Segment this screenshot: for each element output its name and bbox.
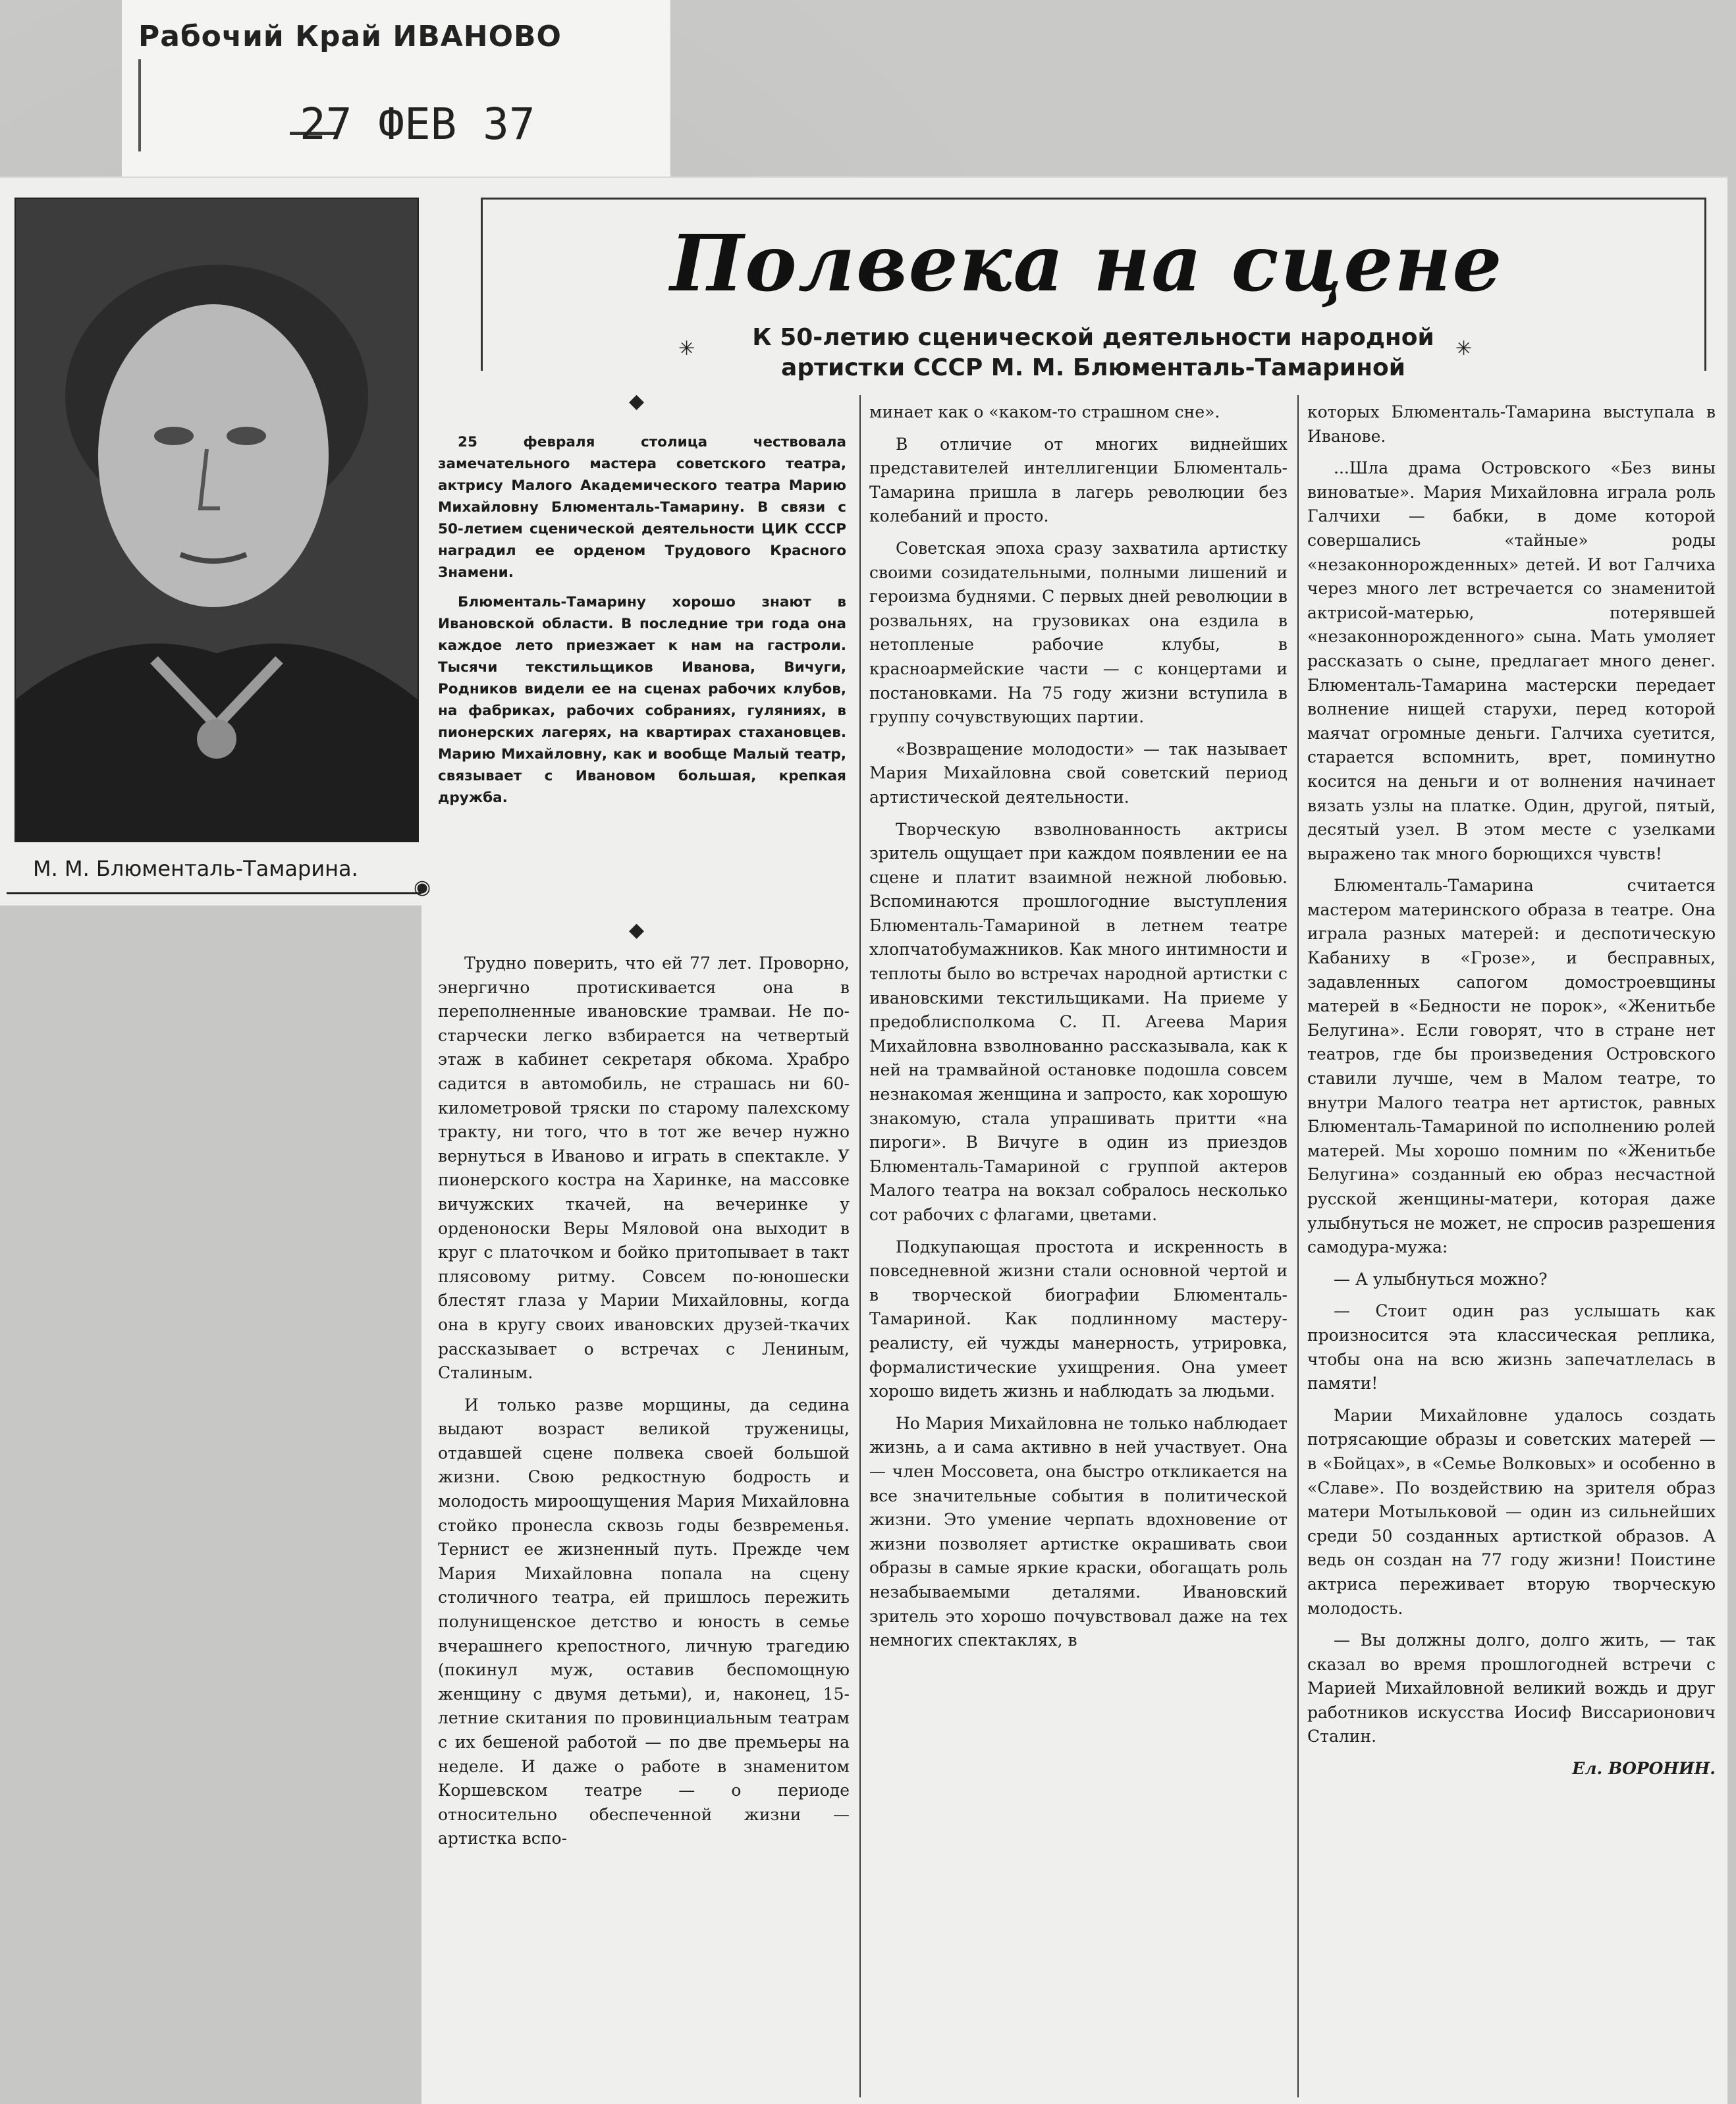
body-paragraph: — А улыбнуться можно? [1334,1269,1548,1289]
lead-paragraph: Блюменталь-Тамарину хорошо знают в Ивановской области. В последние три года она каждое лето приезжает к нам на гастроли. Тысячи текстильщиков Иванова, Вичуги, Родников видели ее на сценах рабочих клубов, на фабриках, рабочих собраниях, гуляниях, в пионерских лагерях, на квартирах стахановцев. Марию Михайловну, как и вообще Малый театр, связывает с Ивановом большая, крепкая дружба. [438,594,846,806]
subtitle-line-2: артистки СССР М. М. Блюменталь-Тамариной [781,354,1405,381]
body-paragraph: Творческую взволнованность актрисы зритель ощущает при каждом появлении ее на сцене и платит взаимной нежной любовью. Вспоминаются прошлогодние выступления Блюменталь-Тамариной в летнем театре хлопчатобумажников. Как много интимности и теплоты было во встречах народной артистки с ивановскими текстильщиками. На приеме у предоблисполкома С. П. Агеева Мария Михайловна взволнованно рассказывала, как к ней на трамвайной остановке подошла совсем незнакомая женщина и запросто, как хорошую знакомую, стала упрашивать притти «на пироги». В Вичуге в один из приездов Блюменталь-Тамариной с группой актеров Малого театра на вокзал собралось несколько сот рабочих с флагами, цветами. [869,819,1288,1224]
body-paragraph: ...Шла драма Островского «Без вины виноватые». Мария Михайловна играла роль Галчихи — бабки, в доме которой совершались «тайные» роды «незаконнорожденных» детей. И вот Галчиха через много лет встречается со знаменитой актрисой-матерью, потерявшей «незаконнорожденного» сына. Мать умоляет рассказать о сыне, предлагает много денег. Блюменталь-Тамарина мастерски передает волнение нищей старухи, перед которой маячат огромные деньги. Галчиха суетится, старается вспомнить, врет, поминутно косится на деньги и от волнения начинает вязать узлы на платке. Один, другой, пятый, десятый узел. В этом месте с узелками выражено так много борющихся чувств! [1307,458,1716,863]
portrait-photo [14,198,419,842]
body-paragraph: Марии Михайловне удалось создать потрясающие образы и советских матерей — в «Бойцах», в «Семье Волковых» и особенно в «Славе». По воздействию на зрителя образ матери Мотыльковой — один из сильнейших среди 50 созданных артисткой образов. А ведь он создан на 77 году жизни! Поистине актриса переживает вторую творческую молодость. [1307,1405,1716,1618]
asterisk-ornament-icon: ✳ [678,337,695,360]
body-paragraph: Советская эпоха сразу захватила артистку своими созидательными, полными лишений и героизма буднями. С первых дней революции в розвальнях, на грузовиках она ездила в нетопленые рабочие клубы, в красноармейские части — с концертами и постановками. На 75 году жизни вступила в группу сочувствующих партии. [869,538,1288,727]
subtitle-line-1: К 50-летию сценической деятельности народной [752,324,1434,351]
clipping-blank-area [0,905,421,2104]
photo-caption: М. М. Блюменталь-Тамарина. [33,856,358,881]
article-column-3 [1307,400,1716,1789]
body-paragraph: Подкупающая простота и искренность в повседневной жизни стали основной чертой и в творческой биографии Блюменталь-Тамариной. Как подлинному мастеру-реалисту, ей чужды манерность, утрировка, формалистические ухищрения. Она умеет хорошо видеть жизнь и наблюдать за людьми. [869,1237,1288,1401]
body-paragraph: минает как о «каком-то страшном сне». [869,402,1220,421]
body-paragraph: И только разве морщины, да седина выдают возраст великой труженицы, отдавшей сцене полвека своей большой жизни. Свою редкостную бодрость и молодость мироощущения Мария Михайловна стойко пронесла сквозь годы безвременья. Тернист ее жизненный путь. Прежде чем Мария Михайловна попала на сцену столичного театра, ей пришлось пережить полунищенское детство и юность в семье вчерашнего крепостного, личную трагедию (покинул муж, оставив беспомощную женщину с двумя детьми), и, наконец, 15-летние скитания по провинциальным театрам с их бешеной работой — по две премьеры на неделе. И даже о работе в знаменитом Коршевском театре — о периоде относительно обеспеченной жизни — артистка вспо- [438,1395,850,1848]
body-paragraph: — Стоит один раз услышать как произносится эта классическая реплика, чтобы она на всю жизнь запечатлелась в памяти! [1307,1301,1716,1393]
body-paragraph: Трудно поверить, что ей 77 лет. Проворно, энергично протискивается она в переполненные ивановские трамваи. Не по-старчески легко взбирается на четвертый этаж в кабинет секретаря обкома. Храбро садится в автомобиль, не страшась ни 60-километровой тряски по старому палехскому тракту, ни того, что в тот же вечер нужно вернуться в Иваново и играть в спектакле. У пионерского костра на Харинке, на массовке вичужских ткачей, на вечеринке у орденоноски Веры Мяловой она выходит в круг с платочком и бойко притопывает в такт плясовому ритму. Совсем по-юношески блестят глаза у Марии Михайловны, когда она в кругу своих ивановских друзей-ткачих рассказывает о встречах с Лениным, Сталиным. [438,954,850,1383]
diamond-ornament-icon: ◆ [629,919,645,942]
column-rule [1297,395,1299,2097]
body-paragraph: Блюменталь-Тамарина считается мастером материнского образа в театре. Она играла разных матерей: и деспотическую Кабаниху в «Грозе», и бесправных, задавленных сапогом домостроевщины матерей в «Бедности не порок», «Женитьбе Белугина». Если говорят, что в стране нет театров, где бы произведения Островского ставили лучше, чем в Малом театре, то внутри Малого театра нет артисток, равных Блюменталь-Тамариной по исполнению ролей матерей. Мы хорошо помним по «Женитьбе Белугина» созданный ею образ несчастной русской женщины-матери, которая даже улыбнуться не может, не спросив разрешения самодура-мужа: [1307,876,1716,1257]
column-rule [859,395,861,2097]
publication-stamp: Рабочий Край ИВАНОВО [138,20,562,53]
body-paragraph: — Вы должны долго, долго жить, — так сказал во время прошлогодней встречи с Марией Михайловной великий вождь и друг работников искусства Иосиф Виссарионович Сталин. [1307,1631,1716,1746]
body-paragraph: Но Мария Михайловна не только наблюдает жизнь, а и сама активно в ней участвует. Она — член Моссовета, она быстро откликается на все значительные события в политической жизни. Это умение черпать вдохновение от жизни позволяет артистке окрашивать свои образы в самые яркие краски, обогащать роль незабываемыми деталями. Ивановский зритель это хорошо почувствовал даже на тех немногих спектаклях, в [869,1413,1288,1650]
article-subtitle [698,323,1488,383]
date-stamp: 27 ФЕВ 37 [300,99,535,149]
diamond-ornament-icon: ◆ [629,390,645,413]
asterisk-ornament-icon: ✳ [1455,337,1473,360]
article-column-2 [869,400,1288,1661]
lead-paragraph: 25 февраля столица чествовала замечательного мастера советского театра, актрису Малого Академического театра Марию Михайловну Блюменталь-Тамарину. В связи с 50-летием сценической деятельности ЦИК СССР наградил ее орденом Трудового Красного Знамени. [438,434,846,581]
article-title: Полвека на сцене [670,217,1504,309]
article-lead [438,431,846,817]
article-column-1 [438,952,850,1859]
circle-ornament-icon: ◉ [414,876,431,899]
body-paragraph: В отличие от многих виднейших представителей интеллигенции Блюменталь-Тамарина пришла в лагерь революции без колебаний и просто. [869,434,1288,526]
stamp-margin-bar [138,59,141,151]
body-paragraph: которых Блюменталь-Тамарина выступала в Иванове. [1307,402,1716,446]
author-signature: Ел. ВОРОНИН. [1572,1759,1716,1779]
body-paragraph: «Возвращение молодости» — так называет Мария Михайловна свой советский период артистической деятельности. [869,739,1288,807]
